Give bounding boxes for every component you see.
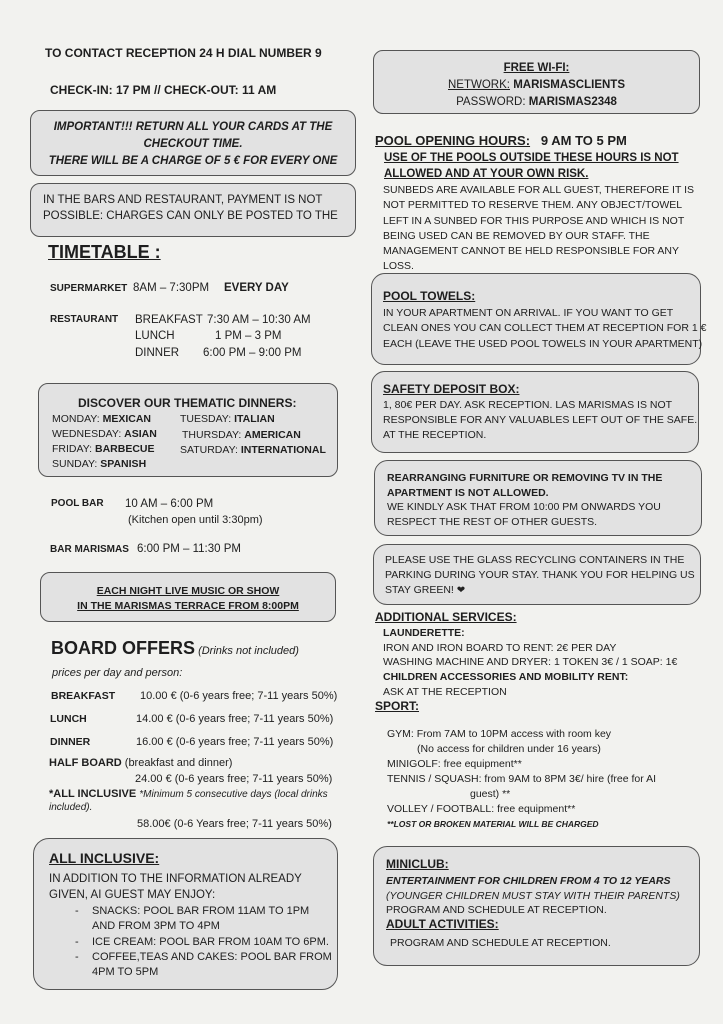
pool-towels-title: POOL TOWELS: xyxy=(383,289,476,303)
thematic-title: DISCOVER OUR THEMATIC DINNERS: xyxy=(78,396,297,410)
safety-line-3: AT THE RECEPTION. xyxy=(383,429,487,441)
furniture-line-1: REARRANGING FURNITURE OR REMOVING TV IN THE xyxy=(387,472,663,484)
launderette-label: LAUNDERETTE: xyxy=(383,627,465,639)
restaurant-breakfast-hours: 7:30 AM – 10:30 AM xyxy=(207,314,311,326)
board-lunch-price: 14.00 € (0-6 years free; 7-11 years 50%) xyxy=(136,713,334,725)
bullet-dash: - xyxy=(75,905,79,917)
board-offers-note: (Drinks not included) xyxy=(198,645,299,657)
minigolf: MINIGOLF: free equipment** xyxy=(387,758,522,770)
live-music-line-2: IN THE MARISMAS TERRACE FROM 8:00PM xyxy=(77,600,299,612)
sport-title: SPORT: xyxy=(375,699,420,713)
supermarket-label: SUPERMARKET xyxy=(50,283,128,294)
recycling-line-3: STAY GREEN! ❤ xyxy=(385,584,466,596)
heart-icon: ❤ xyxy=(456,585,466,596)
board-halfboard: HALF BOARD (breakfast and dinner) xyxy=(49,757,233,769)
restaurant-dinner: DINNER xyxy=(135,347,180,359)
restaurant-lunch: LUNCH xyxy=(135,330,175,342)
pool-warning-1: USE OF THE POOLS OUTSIDE THESE HOURS IS NOT xyxy=(384,152,679,164)
poolbar-kitchen: (Kitchen open until 3:30pm) xyxy=(128,514,263,526)
all-inclusive-title: ALL INCLUSIVE: xyxy=(49,850,160,866)
recycling-line-2: PARKING DURING YOUR STAY. THANK YOU FOR HELPING US xyxy=(385,569,695,581)
board-offers-heading xyxy=(51,637,299,662)
pool-line-6: LOSS. xyxy=(383,260,414,272)
poolbar-hours: 10 AM – 6:00 PM xyxy=(125,498,214,510)
pool-line-3: LEFT IN A SUNBED FOR THIS PURPOSE AND WHICH IS NOT xyxy=(383,215,685,227)
ai-icecream: ICE CREAM: POOL BAR FROM 10AM TO 6PM. xyxy=(92,936,329,948)
washing-machine: WASHING MACHINE AND DRYER: 1 TOKEN 3€ / 1 SOAP: 1€ xyxy=(383,656,678,668)
ai-snacks-1: SNACKS: POOL BAR FROM 11AM TO 1PM xyxy=(92,905,310,917)
thematic-wednesday: WEDNESDAY: ASIAN xyxy=(52,428,157,440)
miniclub-line-2: (YOUNGER CHILDREN MUST STAY WITH THEIR PARENTS) xyxy=(386,890,680,902)
wifi-network: NETWORK: MARISMASCLIENTS xyxy=(448,79,625,91)
recycling-line-1: PLEASE USE THE GLASS RECYCLING CONTAINERS IN THE xyxy=(385,554,685,566)
important-line-1: IMPORTANT!!! RETURN ALL YOUR CARDS AT THE xyxy=(53,121,333,133)
safety-line-2: RESPONSIBLE FOR ANY VALUABLES LEFT OUT OF THE SAFE. xyxy=(383,414,698,426)
checkin-checkout: CHECK-IN: 17 PM // CHECK-OUT: 11 AM xyxy=(50,83,277,97)
thematic-tuesday: TUESDAY: ITALIAN xyxy=(180,413,275,425)
board-breakfast-label: BREAKFAST xyxy=(51,690,116,702)
board-allinclusive-price: 58.00€ (0-6 Years free; 7-11 years 50%) xyxy=(137,818,332,830)
board-allinclusive: *ALL INCLUSIVE *Minimum 5 consecutive days (local drinks xyxy=(49,788,328,800)
all-inclusive-line-1: IN ADDITION TO THE INFORMATION ALREADY xyxy=(49,873,302,885)
thematic-sunday: SUNDAY: SPANISH xyxy=(52,458,147,470)
board-halfboard-price: 24.00 € (0-6 years free; 7-11 years 50%) xyxy=(135,773,333,785)
furniture-line-3: WE KINDLY ASK THAT FROM 10:00 PM ONWARDS YOU xyxy=(387,501,661,513)
timetable-title: TIMETABLE : xyxy=(48,242,161,262)
payment-line-1: IN THE BARS AND RESTAURANT, PAYMENT IS NOT xyxy=(43,194,323,206)
live-music-line-1: EACH NIGHT LIVE MUSIC OR SHOW xyxy=(96,585,280,597)
payment-line-2: POSSIBLE: CHARGES CAN ONLY BE POSTED TO THE xyxy=(43,210,338,222)
thematic-monday: MONDAY: MEXICAN xyxy=(52,413,151,425)
ask-reception: ASK AT THE RECEPTION xyxy=(383,686,507,698)
furniture-line-4: RESPECT THE REST OF OTHER GUESTS. xyxy=(387,516,598,528)
miniclub-line-3: PROGRAM AND SCHEDULE AT RECEPTION. xyxy=(386,904,607,916)
ai-coffee-2: 4PM TO 5PM xyxy=(92,966,159,978)
restaurant-dinner-hours: 6:00 PM – 9:00 PM xyxy=(203,347,302,359)
restaurant-label: RESTAURANT xyxy=(50,314,119,325)
supermarket-hours: 8AM – 7:30PM xyxy=(133,282,210,294)
gym-line-1: GYM: From 7AM to 10PM access with room key xyxy=(387,728,612,740)
restaurant-lunch-hours: 1 PM – 3 PM xyxy=(215,330,282,342)
pool-line-5: MANAGEMENT CANNOT BE HELD RESPONSIBLE FOR ANY xyxy=(383,245,680,257)
wifi-title: FREE WI-FI: xyxy=(503,62,570,74)
pool-line-4: BEING USED CAN BE REMOVED BY OUR STAFF. THE xyxy=(383,230,650,242)
iron-rent: IRON AND IRON BOARD TO RENT: 2€ PER DAY xyxy=(383,642,617,654)
miniclub-line-1: ENTERTAINMENT FOR CHILDREN FROM 4 TO 12 YEARS xyxy=(386,875,671,887)
ai-coffee-1: COFFEE,TEAS AND CAKES: POOL BAR FROM xyxy=(92,951,332,963)
board-dinner-label: DINNER xyxy=(50,736,91,748)
pool-line-2: NOT PERMITTED TO RESERVE THEM. ANY OBJECT/TOWEL xyxy=(383,199,683,211)
miniclub-title: MINICLUB: xyxy=(386,857,449,871)
prices-note: prices per day and person: xyxy=(52,667,183,679)
services-title: ADDITIONAL SERVICES: xyxy=(375,610,517,624)
tennis-line-2: guest) ** xyxy=(470,788,511,800)
restaurant-breakfast: BREAKFAST xyxy=(135,314,203,326)
children-accessories: CHILDREN ACCESSORIES AND MOBILITY RENT: xyxy=(383,671,629,683)
pool-line-1: SUNBEDS ARE AVAILABLE FOR ALL GUEST, THEREFORE IT IS xyxy=(383,184,695,196)
barmarismas-label: BAR MARISMAS xyxy=(50,544,129,555)
ai-snacks-2: AND FROM 3PM TO 4PM xyxy=(92,920,220,932)
board-dinner-price: 16.00 € (0-6 years free; 7-11 years 50%) xyxy=(136,736,334,748)
bullet-dash: - xyxy=(75,951,79,963)
pool-hours-heading: POOL OPENING HOURS: 9 AM TO 5 PM xyxy=(375,133,627,148)
important-line-3: THERE WILL BE A CHARGE OF 5 € FOR EVERY ONE xyxy=(48,155,338,167)
gym-line-2: (No access for children under 16 years) xyxy=(417,743,601,755)
volley-football: VOLLEY / FOOTBALL: free equipment** xyxy=(387,803,576,815)
board-lunch-label: LUNCH xyxy=(50,713,87,725)
all-inclusive-line-2: GIVEN, AI GUEST MAY ENJOY: xyxy=(49,889,216,901)
bullet-dash: - xyxy=(75,936,79,948)
safety-line-1: 1, 80€ PER DAY. ASK RECEPTION. LAS MARISMAS IS NOT xyxy=(383,399,673,411)
thematic-thursday: THURSDAY: AMERICAN xyxy=(182,429,301,441)
furniture-line-2: APARTMENT IS NOT ALLOWED. xyxy=(387,487,549,499)
pool-towels-line-2: CLEAN ONES YOU CAN COLLECT THEM AT RECEPTION FOR 1 € xyxy=(383,322,707,334)
barmarismas-hours: 6:00 PM – 11:30 PM xyxy=(137,543,241,555)
thematic-friday: FRIDAY: BARBECUE xyxy=(52,443,155,455)
important-line-2: CHECKOUT TIME. xyxy=(143,138,243,150)
adult-activities-title: ADULT ACTIVITIES: xyxy=(386,917,499,931)
pool-warning-2: ALLOWED AND AT YOUR OWN RISK. xyxy=(384,168,589,180)
safety-title: SAFETY DEPOSIT BOX: xyxy=(383,382,520,396)
tennis-line-1: TENNIS / SQUASH: from 9AM to 8PM 3€/ hire (free for AI xyxy=(387,773,656,785)
pool-towels-line-3: EACH (LEAVE THE USED POOL TOWELS IN YOUR APARTMENT) xyxy=(383,338,703,350)
supermarket-days: EVERY DAY xyxy=(224,282,289,294)
thematic-saturday: SATURDAY: INTERNATIONAL xyxy=(180,444,326,456)
wifi-password: PASSWORD: MARISMAS2348 xyxy=(456,96,617,108)
poolbar-label: POOL BAR xyxy=(51,498,104,509)
board-offers-title: BOARD OFFERS xyxy=(51,638,195,658)
pool-towels-line-1: IN YOUR APARTMENT ON ARRIVAL. IF YOU WANT TO GET xyxy=(383,307,674,319)
reception-contact: TO CONTACT RECEPTION 24 H DIAL NUMBER 9 xyxy=(45,46,322,60)
board-breakfast-price: 10.00 € (0-6 years free; 7-11 years 50%) xyxy=(140,690,338,702)
adult-activities-line: PROGRAM AND SCHEDULE AT RECEPTION. xyxy=(390,937,611,949)
lost-material-note: **LOST OR BROKEN MATERIAL WILL BE CHARGED xyxy=(387,819,599,829)
board-allinclusive-note: included). xyxy=(49,802,93,813)
